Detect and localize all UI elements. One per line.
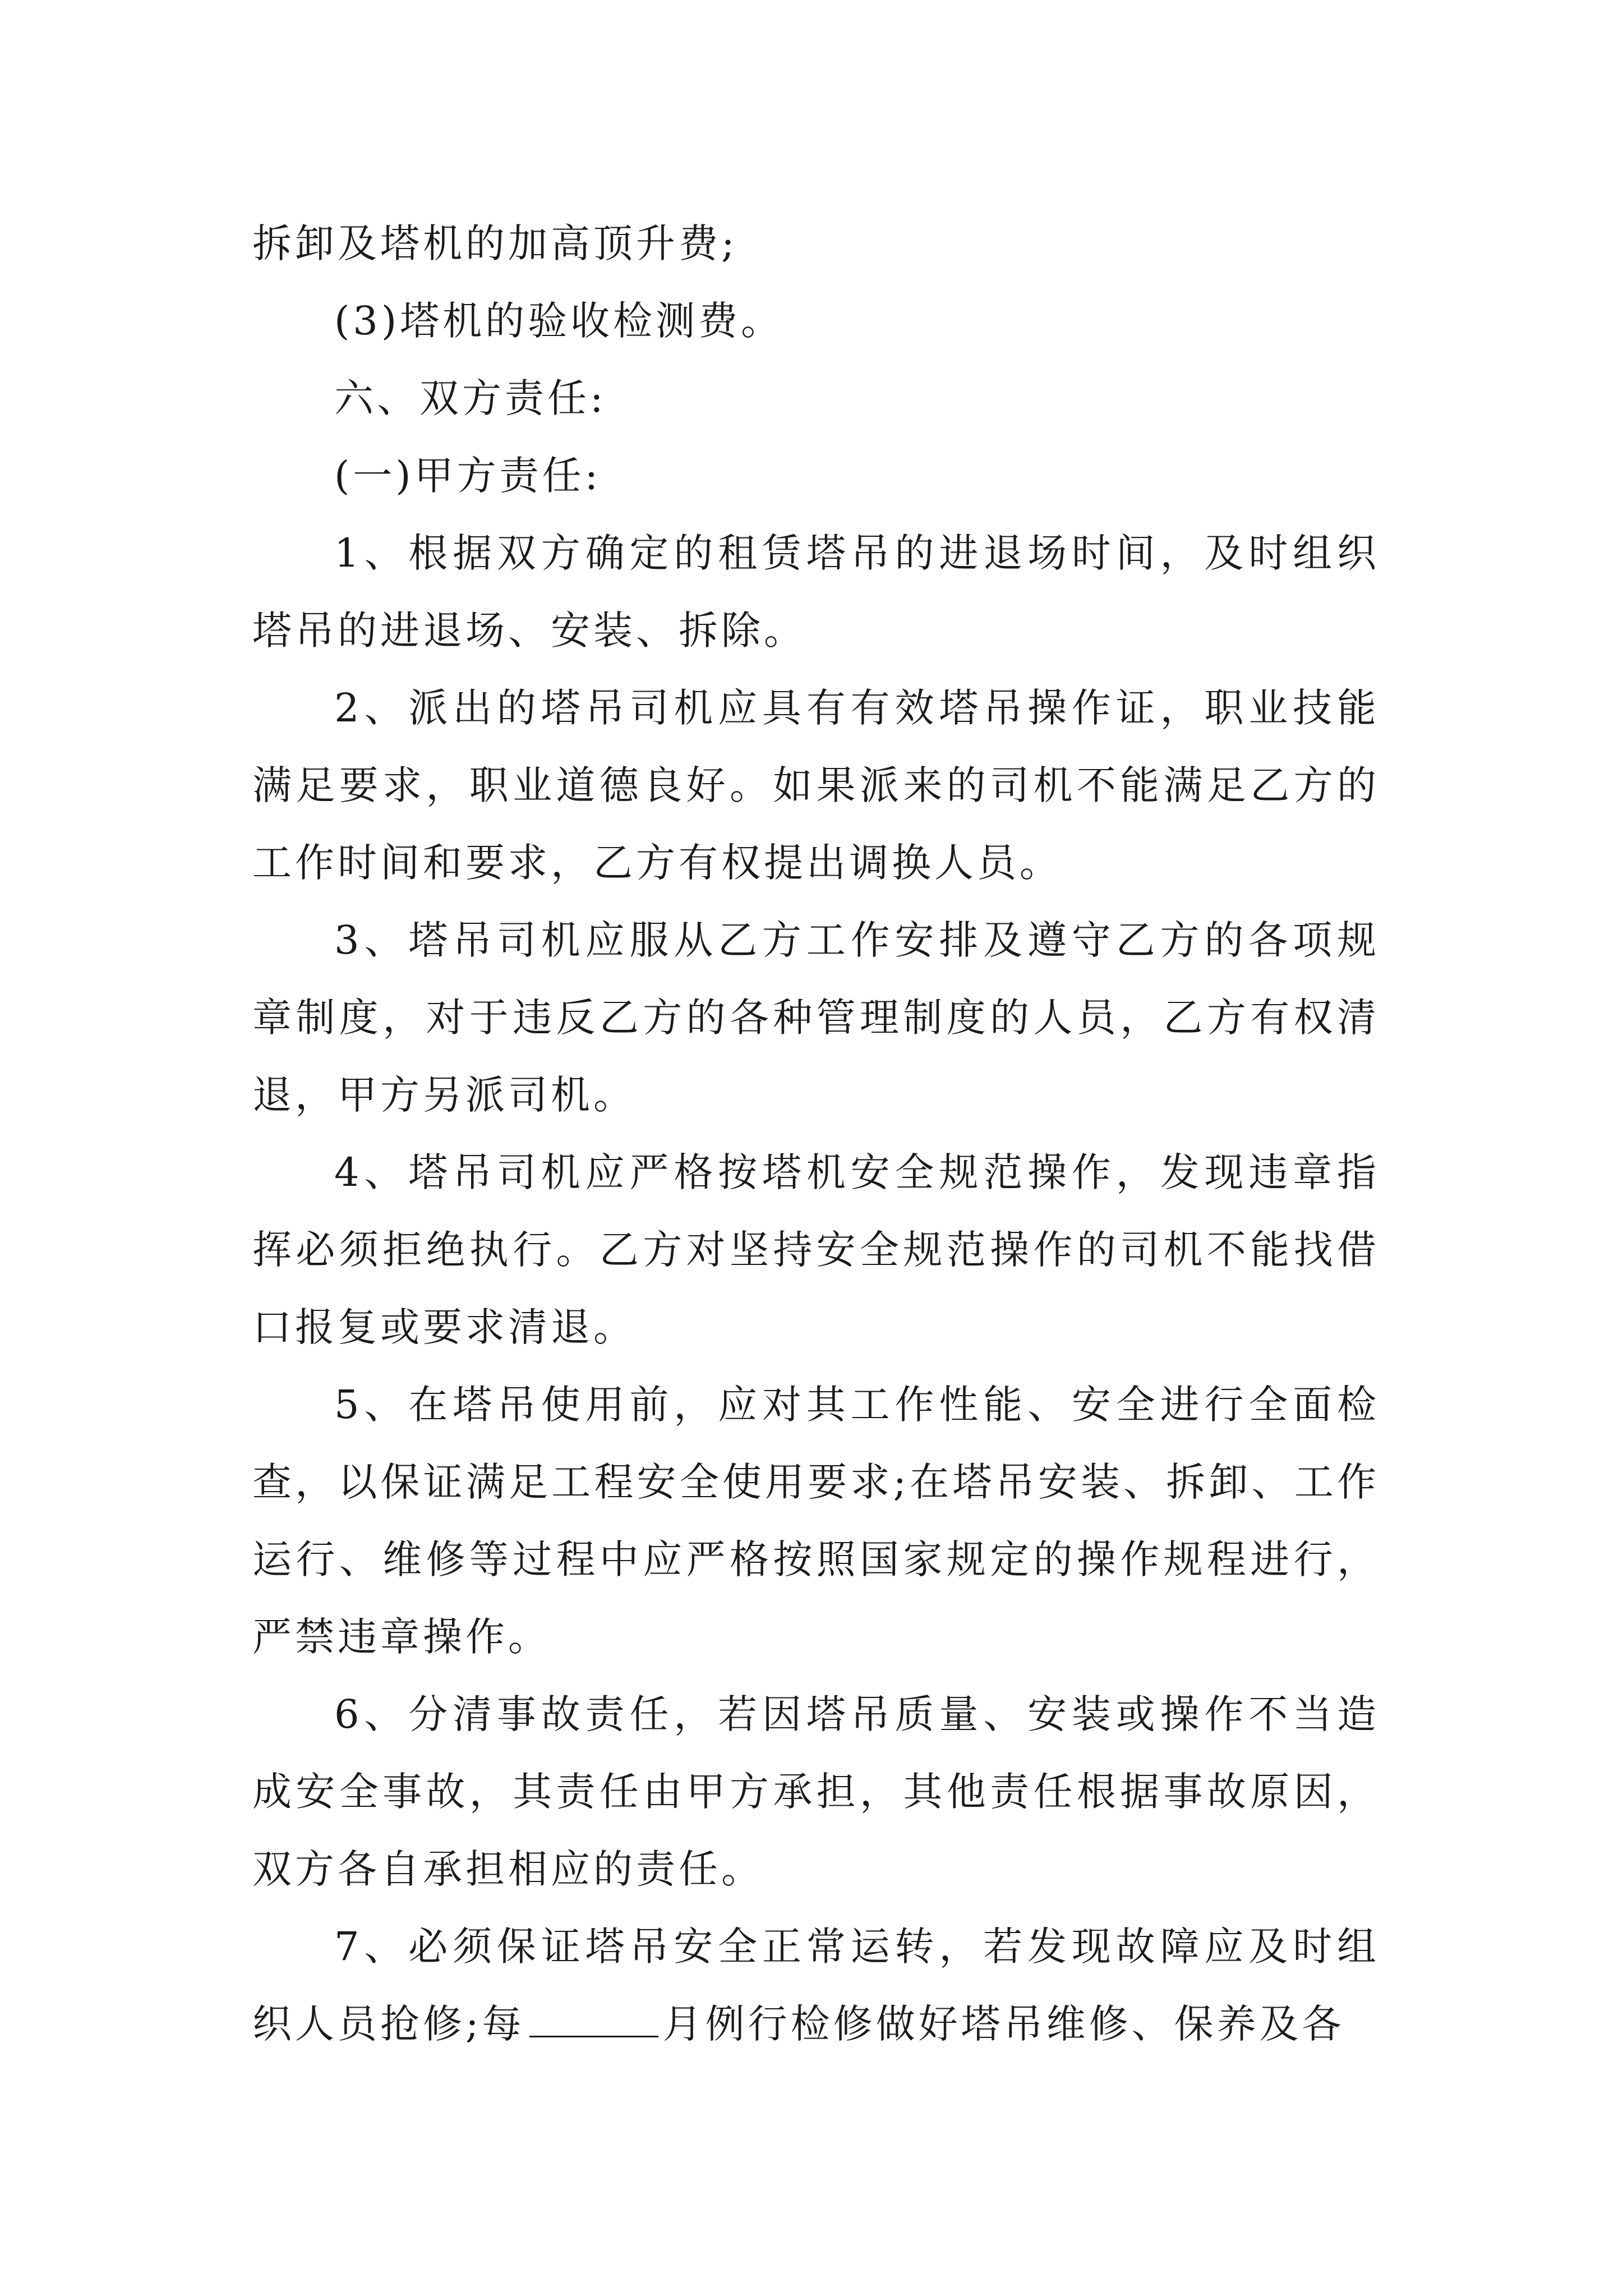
clause-7-text-before: 7、必须保证塔吊安全正常运转，若发现故障应及时组织人员抢修;每 <box>252 1924 1380 2047</box>
clause-6: 6、分清事故责任，若因塔吊质量、安装或操作不当造成安全事故，其责任由甲方承担，其他责任根据事故原因，双方各自承担相应的责任。 <box>252 1691 1380 1892</box>
clause-2: 2、派出的塔吊司机应具有有效塔吊操作证，职业技能满足要求，职业道德良好。如果派来的司机不能满足乙方的工作时间和要求，乙方有权提出调换人员。 <box>252 685 1380 886</box>
subsection-heading: (一)甲方责任: <box>334 453 602 499</box>
section-heading: 六、双方责任: <box>334 375 607 421</box>
clause-4: 4、塔吊司机应严格按塔机安全规范操作，发现违章指挥必须拒绝执行。乙方对坚持安全规范操作的司机不能找借口报复或要求清退。 <box>252 1149 1380 1350</box>
clause-5: 5、在塔吊使用前，应对其工作性能、安全进行全面检查，以保证满足工程安全使用要求;在塔吊安装、拆卸、工作运行、维修等过程中应严格按照国家规定的操作规程进行，严禁违章操作。 <box>252 1382 1380 1660</box>
clause-3: 3、塔吊司机应服从乙方工作安排及遵守乙方的各项规章制度，对于违反乙方的各种管理制度的人员，乙方有权清退，甲方另派司机。 <box>252 917 1380 1118</box>
fee-item-3: (3)塔机的验收检测费。 <box>334 298 784 344</box>
document-body <box>252 205 1380 2063</box>
continued-line: 拆卸及塔机的加高顶升费; <box>252 220 738 266</box>
clause-7-text-after: 月例行检修做好塔吊维修、保养及各 <box>662 2001 1345 2047</box>
clause-7 <box>252 1908 1380 2063</box>
clause-1: 1、根据双方确定的租赁塔吊的进退场时间，及时组织塔吊的进退场、安装、拆除。 <box>252 530 1380 654</box>
fill-in-blank <box>529 2002 658 2037</box>
